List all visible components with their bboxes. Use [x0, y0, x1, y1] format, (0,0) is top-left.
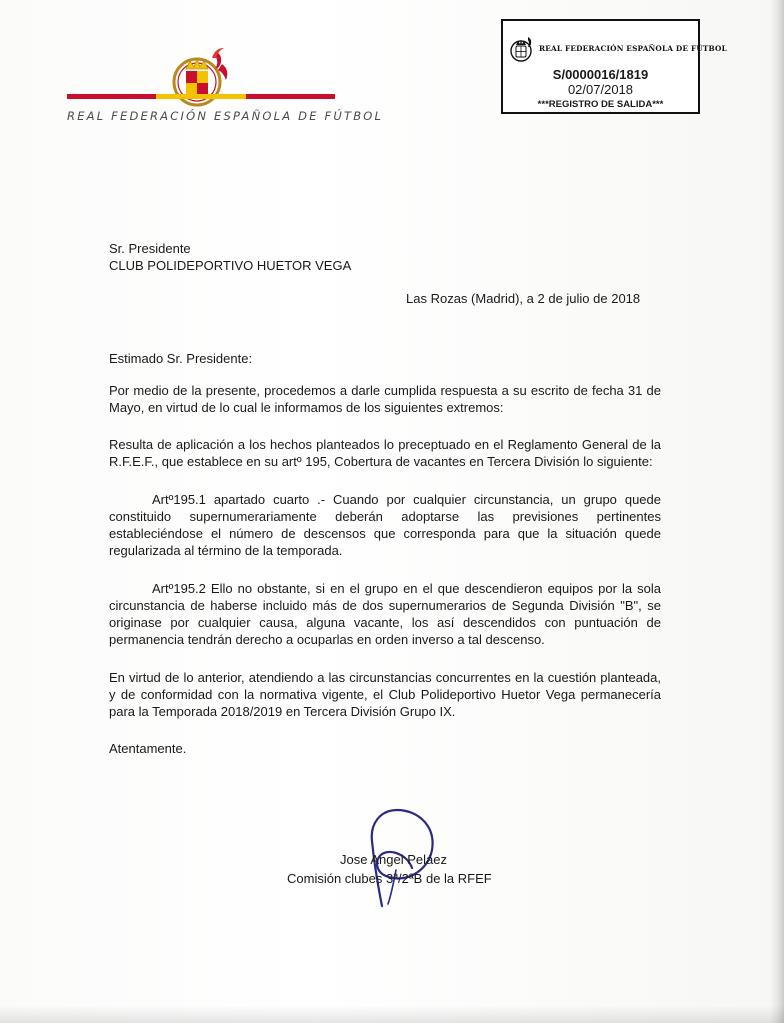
signatory-name: Jose Angel Peláez	[340, 852, 447, 867]
page-right-shadow	[770, 0, 784, 1023]
salutation: Estimado Sr. Presidente:	[109, 351, 253, 366]
federation-name: REAL FEDERACIÓN ESPAÑOLA DE FÚTBOL	[67, 109, 384, 123]
stamp-federation-name: REAL FEDERACIÓN ESPAÑOLA DE FÚTBOL	[539, 44, 727, 53]
paragraph-line: para la Temporada 2018/2019 en Tercera División Grupo IX.	[109, 704, 456, 719]
article-line: circunstancia de haberse incluido más de dos supernumerarios de Segunda División "B", se	[109, 598, 661, 613]
paragraph-line: Resulta de aplicación a los hechos planteados lo preceptuado en el Reglamento General de la	[109, 437, 661, 452]
rfef-crest-logo	[172, 44, 234, 114]
paragraph-line: R.F.E.F., que establece en su artº 195, Cobertura de vacantes en Tercera División lo siguiente:	[109, 454, 653, 469]
closing: Atentamente.	[109, 741, 187, 756]
paragraph-line: y de conformidad con la normativa vigente, el Club Polideportivo Huetor Vega permanecería	[109, 687, 661, 702]
article-line: originase por cualquier causa, alguna vacante, los así descendidos con puntuación de	[109, 615, 661, 630]
article-line: constituido supernumerariamente deberán adoptarse las previsiones pertinentes	[109, 509, 661, 524]
article-line: Artº195.2 Ello no obstante, si en el grupo en el que descendieron equipos por la sola	[152, 581, 661, 596]
paragraph-line: Mayo, en virtud de lo cual le informamos de los siguientes extremos:	[109, 400, 504, 415]
stamp-registry-number: S/0000016/1819	[552, 67, 649, 82]
recipient-club: CLUB POLIDEPORTIVO HUETOR VEGA	[109, 258, 352, 273]
federation-color-stripe	[67, 94, 335, 99]
article-line: estableciéndose el número de descensos que corresponda para que la situación quede	[109, 526, 661, 541]
article-line: regularizada al término de la temporada.	[109, 543, 343, 558]
stamp-label: ***REGISTRO DE SALIDA***	[537, 99, 664, 110]
page-bottom-shadow	[0, 1005, 784, 1023]
stamp-date: 02/07/2018	[567, 82, 634, 97]
registry-stamp	[501, 19, 727, 114]
signatory-position: Comisión clubes 3ª/2ªB de la RFEF	[287, 871, 492, 886]
paragraph-line: En virtud de lo anterior, atendiendo a las circunstancias concurrentes en la cuestión planteada,	[109, 670, 661, 685]
place-date: Las Rozas (Madrid), a 2 de julio de 2018	[406, 291, 641, 306]
article-line: permanencia tendrán derecho a ocuparlas en orden inverso a tal descenso.	[109, 632, 545, 647]
article-line: Artº195.1 apartado cuarto .- Cuando por cualquier circunstancia, un grupo quede	[152, 492, 661, 507]
paragraph-line: Por medio de la presente, procedemos a darle cumplida respuesta a su escrito de fecha 31 de	[109, 383, 661, 398]
stamp-crest-logo	[510, 35, 534, 63]
recipient-title: Sr. Presidente	[109, 241, 191, 256]
